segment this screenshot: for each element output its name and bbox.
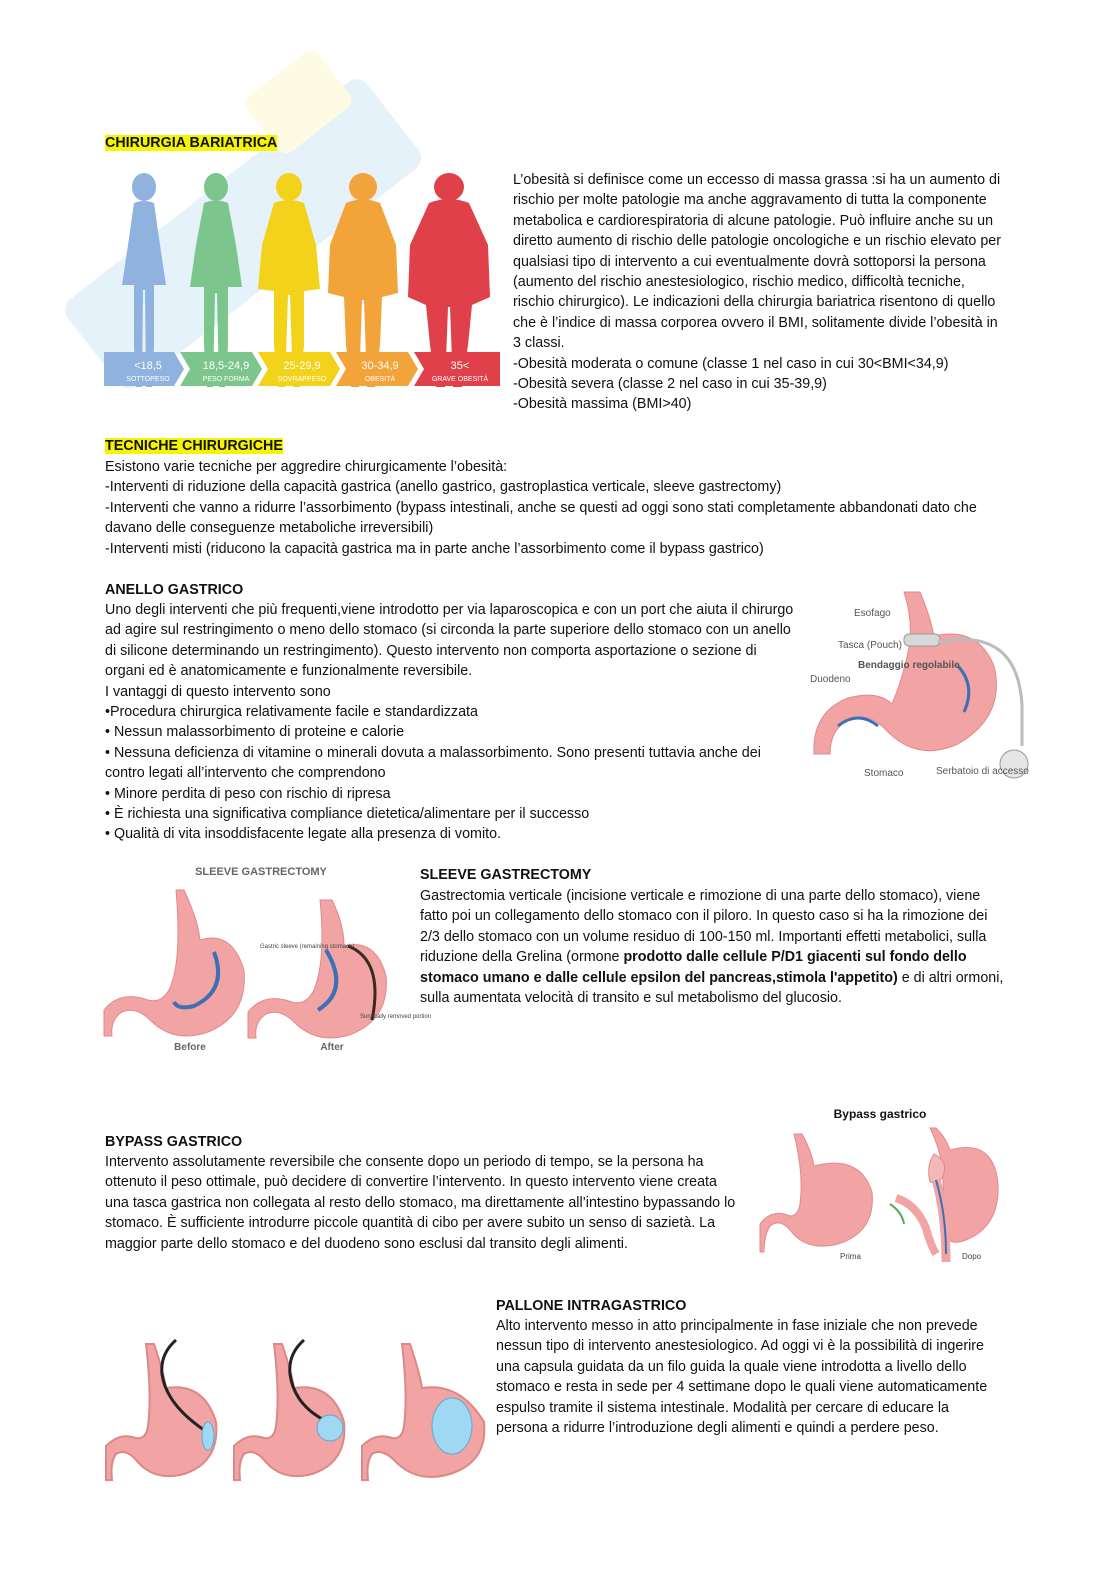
- label-dopo: Dopo: [962, 1252, 982, 1261]
- label-prima: Prima: [840, 1252, 861, 1261]
- obesity-class-2: -Obesità severa (classe 2 nel caso in cui 35-39,9): [513, 376, 827, 393]
- obesity-definition: [513, 170, 1005, 415]
- label-duodeno: Duodeno: [810, 674, 851, 685]
- balloon-stage-2: [234, 1340, 344, 1480]
- obesity-paragraph: L’obesità si definisce come un eccesso di massa grassa :si ha un aumento di rischio per molte patologie ma anche aggravamento di tutta la componente metabolica e cardiorespiratoria di alcune patologie. Può influire anche su un diretto aumento di rischio delle patologie oncologiche e un rischio elevato per qualsiasi tipo di intervento a cui eventualmente dovrà sottoporsi la persona (aumento del rischio anestesiologico, rischio medico, difficoltà tecniche, rischio chirurgico). Le indicazioni della chirurgia bariatrica risentono di quello che è l’indice di massa corporea ovvero il BMI, solitamente divide l’obesità in 3 classi.: [513, 172, 1001, 352]
- label-stomaco: Stomaco: [864, 768, 904, 779]
- balloon-inflated: [432, 1398, 472, 1454]
- balloon-partial: [317, 1415, 343, 1441]
- sleeve-bold-text: prodotto dalle cellule P/D1 giacenti sul fondo dello stomaco umano e dalle cellule epsilon del pancreas,stimola l'appetito): [420, 949, 967, 986]
- anello-text: [105, 600, 795, 845]
- sleeve-figure-title: SLEEVE GASTRECTOMY: [195, 866, 327, 878]
- section-title-pallone: PALLONE INTRAGASTRICO: [496, 1298, 687, 1314]
- anello-vantaggio-3: • Nessuna deficienza di vitamine o minerali dovuta a malassorbimento. Sono presenti tuttavia anche dei contro legati all’intervento che comprendono: [105, 744, 761, 782]
- bmi-label-2: SOVRAPPESO: [277, 376, 327, 383]
- pallone-text: Alto intervento messo in atto principalmente in fase iniziale che non prevede nessun tipo di intervento anestesiologico. Ad oggi vi è la possibilità di ingerire una capsula guidata da un filo guida la quale viene introdotta a livello dello stomaco e resta in sede per 4 settimane dopo le quali viene automaticamente espulso tramite il sistema intestinale. Modalità per cercare di educare la persona a ridurre l’introduzione degli alimenti e quindi a perdere peso.: [496, 1318, 988, 1437]
- bmi-range-3: 30-34,9: [361, 360, 399, 372]
- bmi-range-2: 25-29,9: [283, 360, 321, 372]
- anello-contro-3: • Qualità di vita insoddisfacente legate alla presenza di vomito.: [105, 826, 502, 843]
- bmi-label-4: GRAVE OBESITÀ: [431, 376, 489, 383]
- label-after: After: [320, 1042, 344, 1053]
- bypass-figure: [760, 1104, 1006, 1264]
- note-sleeve: Gastric sleeve (remaining stomach): [260, 944, 355, 950]
- anello-intro: Uno degli interventi che più frequenti,viene introdotto per via laparoscopica e con un port che aiuta il chirurgo ad agire sul restringimento o meno dello stomaco (si circonda la parte superiore dello stomaco con un anello di silicone determinando un restringimento). Questo intervento non comporta asportazione o sezione di organi ed è anatomicamente e funzionalmente reversibile.: [105, 602, 794, 680]
- band-ring: [904, 634, 940, 646]
- tecniche-item-3: -Interventi misti (riducono la capacità gastrica ma in parte anche l’assorbimento come il bypass gastrico): [105, 540, 764, 557]
- anello-vantaggi-intro: I vantaggi di questo intervento sono: [105, 683, 331, 700]
- obesity-class-3: -Obesità massima (BMI>40): [513, 396, 692, 413]
- stomach-before: [104, 890, 244, 1036]
- anello-vantaggio-2: • Nessun malassorbimento di proteine e calorie: [105, 724, 405, 741]
- label-esofago: Esofago: [854, 608, 891, 619]
- section-title-anello: ANELLO GASTRICO: [105, 582, 244, 598]
- bmi-label-0: SOTTOPESO: [126, 376, 170, 383]
- capsule: [202, 1422, 214, 1450]
- label-tasca: Tasca (Pouch): [838, 640, 902, 651]
- balloon-stage-3: [362, 1344, 484, 1480]
- section-title-bypass: BYPASS GASTRICO: [105, 1134, 243, 1150]
- bmi-range-1: 18,5-24,9: [202, 360, 250, 372]
- bmi-range-4: 35<: [450, 360, 470, 372]
- tecniche-item-1: -Interventi di riduzione della capacità gastrica (anello gastrico, gastroplastica verticale, sleeve gastrectomy): [105, 479, 782, 496]
- section-title-tecniche: TECNICHE CHIRURGICHE: [105, 438, 283, 454]
- tecniche-list: [105, 457, 1005, 559]
- tecniche-item-2: -Interventi che vanno a ridurre l’assorbimento (bypass intestinali, anche se questi ad oggi sono stati completamente abbandonati dato che davano delle conseguenze metaboliche irreversibili): [105, 499, 977, 537]
- duodenum: [896, 1198, 936, 1254]
- label-bendaggio: Bendaggio regolabile: [858, 660, 960, 671]
- bypass-text: Intervento assolutamente reversibile che consente dopo un periodo di tempo, se la persona ha ottenuto il peso ottimale, può decidere di convertire l’intervento. In questo intervento viene creata una tasca gastrica non collegata al resto dello stomaco, ma direttamente all’intestino bypassando lo stomaco. È sufficiente introdurre piccole quantità di cibo per avere subito un senso di sazietà. La maggior parte dello stomaco e del duodeno sono esclusi dal transito degli alimenti.: [105, 1154, 736, 1252]
- bmi-range-0: <18,5: [134, 360, 162, 372]
- stomach-prima: [760, 1134, 872, 1252]
- balloon-stage-1: [106, 1340, 216, 1480]
- stomach-shape: [814, 592, 997, 754]
- gastric-band-figure: [808, 586, 1030, 792]
- sleeve-text: Gastrectomia verticale (incisione verticale e rimozione di una parte dello stomaco), viene fatto poi un collegamento dello stomaco con il piloro. In questo caso si ha la rimozione dei 2/3 dello stomaco con un volume residuo di 100-150 ml. Importanti effetti metabolici, sulla riduzione della Grelina (ormone prodotto dalle cellule P/D1 giacenti sul fondo dello stomaco umano e dalle cellule epsilon del pancreas,stimola l'appetito) e di altri ormoni, sulla aumentata velocità di transito e sul metabolismo del glucosio.: [420, 888, 1004, 1007]
- bmi-scale: [104, 352, 500, 386]
- label-serbatoio: Serbatoio di accesso: [936, 766, 1029, 777]
- section-title-chirurgia-bariatrica: CHIRURGIA BARIATRICA: [105, 135, 278, 151]
- anello-contro-2: • È richiesta una significativa compliance dietetica/alimentare per il successo: [105, 806, 590, 823]
- bmi-label-3: OBESITÀ: [364, 376, 396, 383]
- label-before: Before: [174, 1042, 206, 1053]
- bypass-figure-title: Bypass gastrico: [833, 1107, 927, 1121]
- anello-vantaggio-1: •Procedura chirurgica relativamente facile e standardizzata: [105, 704, 478, 721]
- anello-contro-1: • Minore perdita di peso con rischio di ripresa: [105, 785, 391, 802]
- note-removed: Surgically removed portion: [360, 1014, 432, 1020]
- obesity-class-1: -Obesità moderata o comune (classe 1 nel caso in cui 30<BMI<34,9): [513, 355, 949, 372]
- sleeve-figure: [104, 860, 432, 1056]
- green-path: [890, 1204, 904, 1224]
- section-title-sleeve: SLEEVE GASTRECTOMY: [420, 867, 592, 883]
- balloon-figure: [104, 1334, 492, 1484]
- tecniche-intro: Esistono varie tecniche per aggredire chirurgicamente l’obesità:: [105, 459, 508, 475]
- bmi-label-1: PESO FORMA: [202, 376, 250, 383]
